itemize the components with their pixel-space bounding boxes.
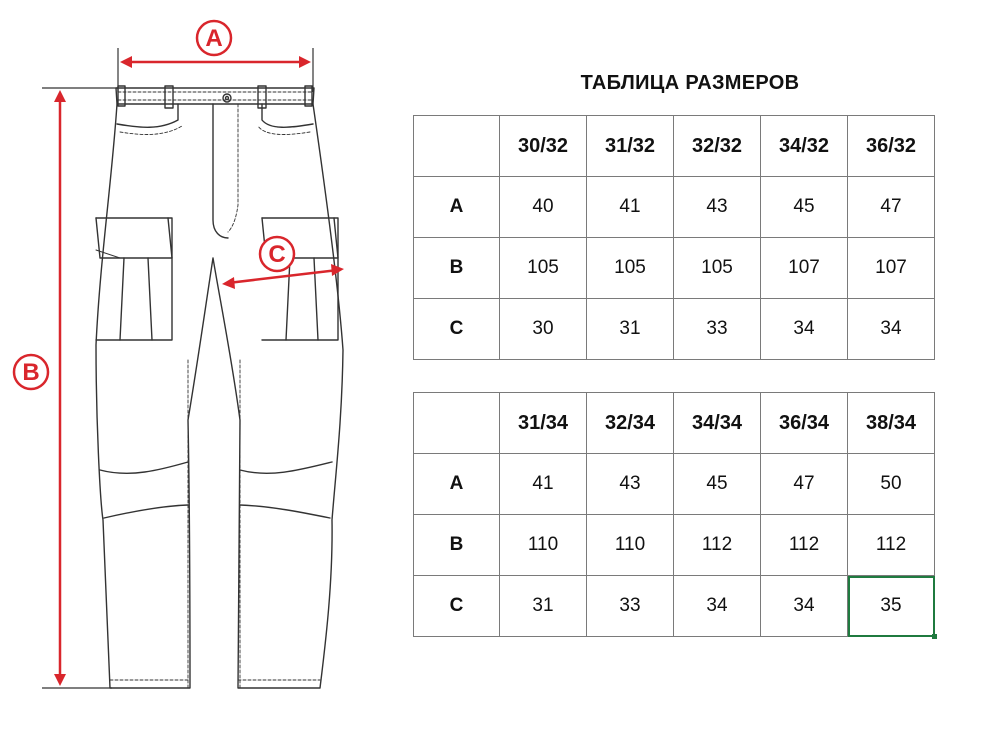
table-cell[interactable]: 110 xyxy=(587,515,674,576)
selected-table-cell[interactable]: 35 xyxy=(848,576,935,637)
size-table-34 xyxy=(413,392,935,637)
callout-b-label: B xyxy=(22,359,40,386)
measurement-c xyxy=(222,237,344,289)
row-label[interactable]: B xyxy=(414,238,500,299)
table-cell[interactable]: 110 xyxy=(500,515,587,576)
header-row xyxy=(414,393,935,454)
table-cell[interactable]: 45 xyxy=(761,177,848,238)
size-header[interactable]: 34/34 xyxy=(674,393,761,454)
table-cell[interactable]: 43 xyxy=(587,454,674,515)
table-cell[interactable]: 34 xyxy=(761,576,848,637)
size-header[interactable]: 34/32 xyxy=(761,116,848,177)
table-cell[interactable]: 105 xyxy=(500,238,587,299)
size-header[interactable]: 38/34 xyxy=(848,393,935,454)
measurement-a xyxy=(118,21,313,92)
table-row xyxy=(414,238,935,299)
table-cell[interactable]: 31 xyxy=(500,576,587,637)
table-cell[interactable]: 34 xyxy=(848,299,935,360)
table-cell[interactable]: 47 xyxy=(761,454,848,515)
header-row xyxy=(414,116,935,177)
row-label[interactable]: B xyxy=(414,515,500,576)
size-header[interactable]: 30/32 xyxy=(500,116,587,177)
table-cell[interactable]: 34 xyxy=(761,299,848,360)
table-row xyxy=(414,576,935,637)
table-cell[interactable]: 30 xyxy=(500,299,587,360)
table-cell[interactable]: 43 xyxy=(674,177,761,238)
table-cell[interactable]: 107 xyxy=(848,238,935,299)
callout-c-label: C xyxy=(268,241,286,268)
size-header[interactable]: 32/32 xyxy=(674,116,761,177)
table-cell[interactable]: 112 xyxy=(674,515,761,576)
table-cell[interactable]: 34 xyxy=(674,576,761,637)
trousers-outline xyxy=(96,86,343,688)
table-cell[interactable]: 107 xyxy=(761,238,848,299)
corner-cell[interactable] xyxy=(414,393,500,454)
table-cell[interactable]: 40 xyxy=(500,177,587,238)
table-cell[interactable]: 45 xyxy=(674,454,761,515)
table-cell[interactable]: 112 xyxy=(848,515,935,576)
size-header[interactable]: 32/34 xyxy=(587,393,674,454)
table-cell[interactable]: 112 xyxy=(761,515,848,576)
trousers-diagram xyxy=(0,0,400,750)
table-cell[interactable]: 47 xyxy=(848,177,935,238)
corner-cell[interactable] xyxy=(414,116,500,177)
table-cell[interactable]: 41 xyxy=(587,177,674,238)
size-header[interactable]: 31/32 xyxy=(587,116,674,177)
measurement-b xyxy=(14,88,118,688)
size-header[interactable]: 36/32 xyxy=(848,116,935,177)
size-chart-title: ТАБЛИЦА РАЗМЕРОВ xyxy=(580,72,800,94)
table-cell[interactable]: 31 xyxy=(587,299,674,360)
table-cell[interactable]: 50 xyxy=(848,454,935,515)
table-cell[interactable]: 33 xyxy=(587,576,674,637)
table-cell[interactable]: 33 xyxy=(674,299,761,360)
size-header[interactable]: 36/34 xyxy=(761,393,848,454)
table-cell[interactable]: 41 xyxy=(500,454,587,515)
table-row xyxy=(414,177,935,238)
size-table-32 xyxy=(413,115,935,360)
table-cell[interactable]: 105 xyxy=(674,238,761,299)
table-row xyxy=(414,299,935,360)
table-row xyxy=(414,454,935,515)
table-row xyxy=(414,515,935,576)
row-label[interactable]: C xyxy=(414,576,500,637)
row-label[interactable]: C xyxy=(414,299,500,360)
row-label[interactable]: A xyxy=(414,454,500,515)
row-label[interactable]: A xyxy=(414,177,500,238)
size-header[interactable]: 31/34 xyxy=(500,393,587,454)
callout-a-label: A xyxy=(205,25,223,52)
table-cell[interactable]: 105 xyxy=(587,238,674,299)
